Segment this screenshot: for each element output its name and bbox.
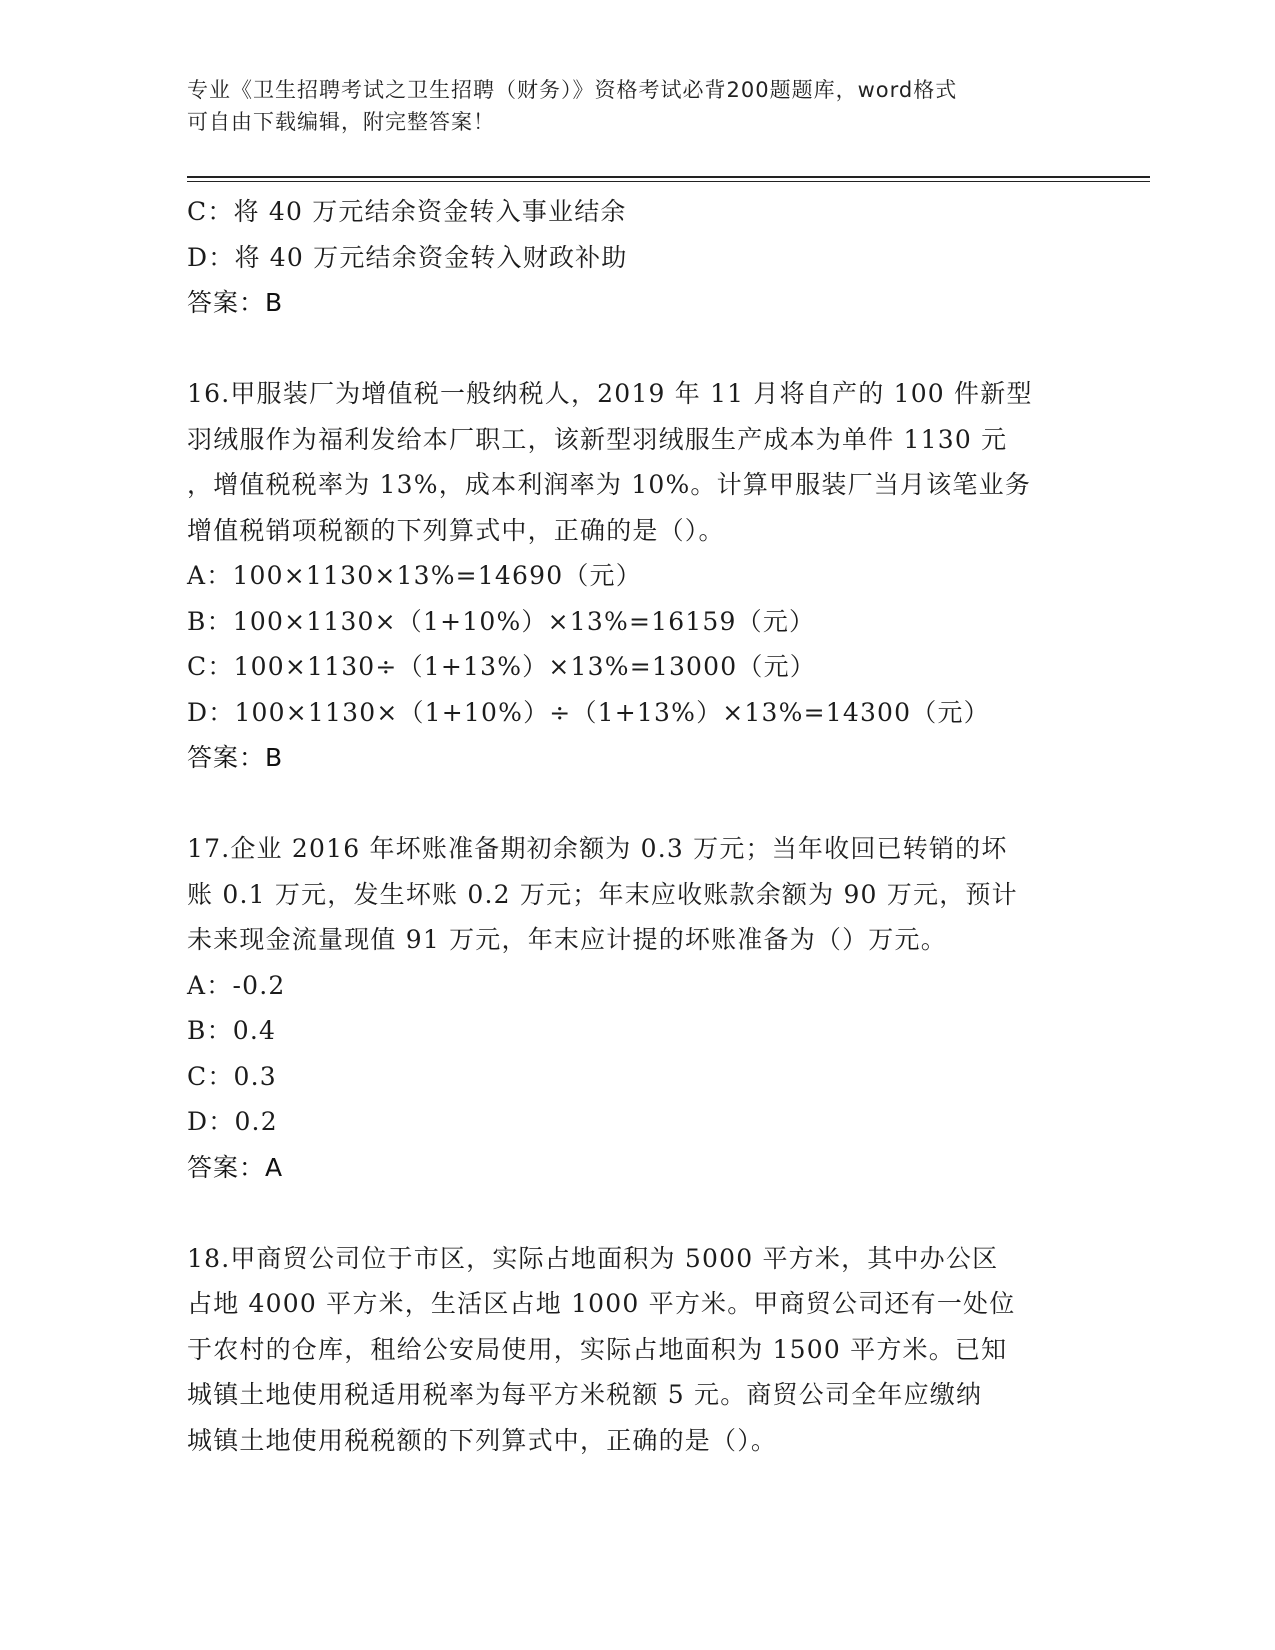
question-stem-line: 账 0.1 万元，发生坏账 0.2 万元；年末应收账款余额为 90 万元，预计 — [187, 879, 1018, 909]
question-17 — [187, 826, 1087, 1190]
answer-line: 答案：B — [187, 743, 284, 772]
option-a: A：100×1130×13%=14690（元） — [187, 561, 642, 590]
question-stem-line: 羽绒服作为福利发给本厂职工，该新型羽绒服生产成本为单件 1130 元 — [187, 424, 1008, 454]
question-stem-line: 增值税销项税额的下列算式中，正确的是（）。 — [187, 515, 725, 545]
question-stem-line: 于农村的仓库，租给公安局使用，实际占地面积为 1500 平方米。已知 — [187, 1334, 1008, 1364]
option-c: C：将 40 万元结余资金转入事业结余 — [187, 197, 627, 226]
option-d: D：0.2 — [187, 1107, 278, 1136]
spacer — [187, 781, 1087, 827]
question-stem-line: 18.甲商贸公司位于市区，实际占地面积为 5000 平方米，其中办公区 — [187, 1243, 999, 1273]
answer-line: 答案：A — [187, 1152, 284, 1182]
option-c: C：100×1130÷（1+13%）×13%=13000（元） — [187, 652, 816, 681]
question-18 — [187, 1236, 1087, 1464]
question-stem-line: ，增值税税率为 13%，成本利润率为 10%。计算甲服装厂当月该笔业务 — [187, 470, 1032, 499]
question-stem-line: 未来现金流量现值 91 万元，年末应计提的坏账准备为（）万元。 — [187, 925, 947, 954]
option-a: A：-0.2 — [187, 970, 286, 1000]
question-stem-line: 17.企业 2016 年坏账准备期初余额为 0.3 万元；当年收回已转销的坏 — [187, 834, 1008, 863]
option-b: B：100×1130×（1+10%）×13%=16159（元） — [187, 606, 816, 636]
option-d: D：100×1130×（1+10%）÷（1+13%）×13%=14300（元） — [187, 697, 990, 727]
answer-line: 答案：B — [187, 288, 284, 317]
spacer — [187, 1190, 1087, 1236]
question-stem-line: 16.甲服装厂为增值税一般纳税人，2019 年 11 月将自产的 100 件新型 — [187, 379, 1033, 408]
option-d: D：将 40 万元结余资金转入财政补助 — [187, 242, 628, 272]
question-15-tail — [187, 189, 1087, 326]
header-divider-thick — [187, 176, 1150, 178]
question-16 — [187, 371, 1087, 781]
spacer — [187, 326, 1087, 372]
header-divider-thin — [187, 181, 1150, 182]
option-c: C：0.3 — [187, 1061, 277, 1091]
header-title-line-1: 专业《卫生招聘考试之卫生招聘（财务）》资格考试必背200题题库，word格式 — [187, 78, 958, 102]
question-stem-line: 占地 4000 平方米，生活区占地 1000 平方米。甲商贸公司还有一处位 — [187, 1289, 1016, 1318]
question-stem-line: 城镇土地使用税税额的下列算式中，正确的是（）。 — [187, 1425, 778, 1455]
document-body — [187, 189, 1087, 1463]
question-stem-line: 城镇土地使用税适用税率为每平方米税额 5 元。商贸公司全年应缴纳 — [187, 1380, 983, 1409]
header-title-line-2: 可自由下载编辑，附完整答案！ — [187, 110, 495, 134]
document-header — [187, 74, 1067, 138]
option-b: B：0.4 — [187, 1016, 277, 1045]
